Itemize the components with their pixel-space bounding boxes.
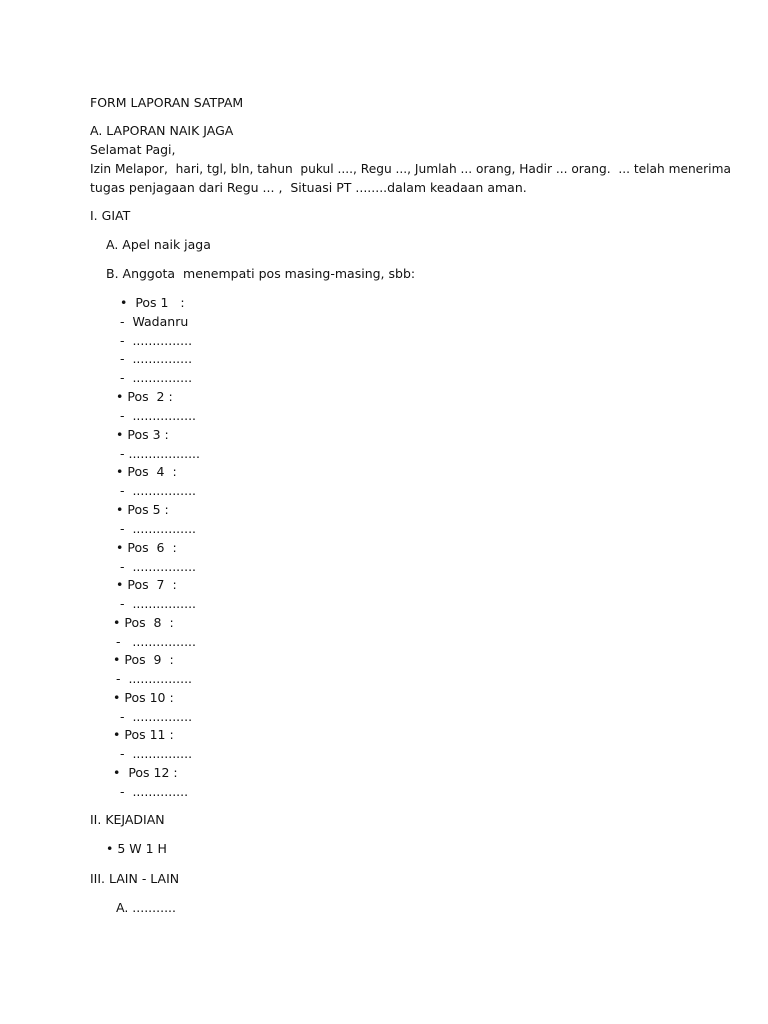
pos-10-entry: - ............... xyxy=(120,709,193,724)
pos-8-label: • Pos 8 : xyxy=(113,615,174,630)
lain-item: A. ........... xyxy=(116,900,176,915)
giat-heading: I. GIAT xyxy=(90,208,131,223)
kejadian-heading: II. KEJADIAN xyxy=(90,812,165,827)
pos-11-label: • Pos 11 : xyxy=(113,727,174,742)
section-a-heading: A. LAPORAN NAIK JAGA xyxy=(90,123,234,138)
report-paragraph-line-1: Izin Melapor, hari, tgl, bln, tahun pukul ...., Regu ..., Jumlah ... orang, Hadir ... orang. ... telah menerima xyxy=(90,162,731,176)
pos-12-label: • Pos 12 : xyxy=(113,765,178,780)
pos-5-entry: - ................ xyxy=(120,521,197,536)
pos-3-entry: - .................. xyxy=(120,446,201,461)
pos-1-entry-2: - ............... xyxy=(120,333,193,348)
pos-11-entry: - ............... xyxy=(120,746,193,761)
form-title: FORM LAPORAN SATPAM xyxy=(90,95,244,110)
pos-5-label: • Pos 5 : xyxy=(116,502,169,517)
pos-9-entry: - ................ xyxy=(116,671,193,686)
kejadian-item: • 5 W 1 H xyxy=(106,841,167,856)
pos-10-label: • Pos 10 : xyxy=(113,690,174,705)
pos-1-entry-4: - ............... xyxy=(120,370,193,385)
report-paragraph-line-2: tugas penjagaan dari Regu ... , Situasi PT ........dalam keadaan aman. xyxy=(90,180,527,195)
pos-1-entry-3: - ............... xyxy=(120,351,193,366)
pos-9-label: • Pos 9 : xyxy=(113,652,174,667)
greeting: Selamat Pagi, xyxy=(90,142,176,157)
pos-2-entry: - ................ xyxy=(120,408,197,423)
pos-2-label: • Pos 2 : xyxy=(116,389,173,404)
pos-1-entry-1: - Wadanru xyxy=(120,314,189,329)
lain-heading: III. LAIN - LAIN xyxy=(90,871,180,886)
pos-12-entry: - .............. xyxy=(120,784,189,799)
pos-8-entry: - ................ xyxy=(116,634,197,649)
pos-4-label: • Pos 4 : xyxy=(116,464,177,479)
pos-6-entry: - ................ xyxy=(120,559,197,574)
giat-item-a: A. Apel naik jaga xyxy=(106,237,211,252)
pos-4-entry: - ................ xyxy=(120,483,197,498)
pos-3-label: • Pos 3 : xyxy=(116,427,169,442)
pos-7-label: • Pos 7 : xyxy=(116,577,177,592)
giat-item-b: B. Anggota menempati pos masing-masing, sbb: xyxy=(106,266,416,281)
pos-7-entry: - ................ xyxy=(120,596,197,611)
pos-1-label: • Pos 1 : xyxy=(120,295,185,310)
pos-6-label: • Pos 6 : xyxy=(116,540,177,555)
